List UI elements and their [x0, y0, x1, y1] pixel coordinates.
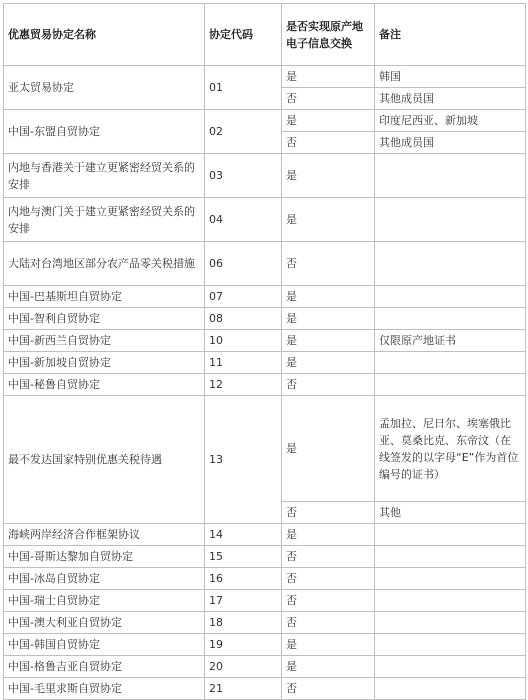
agreement-code: 13	[205, 396, 282, 524]
remark	[375, 198, 526, 242]
table-row	[4, 568, 526, 590]
agreement-name: 中国-秘鲁自贸协定	[4, 374, 205, 396]
table-row	[4, 612, 526, 634]
table-row	[4, 110, 526, 132]
agreement-code: 10	[205, 330, 282, 352]
remark	[375, 352, 526, 374]
table-row	[4, 590, 526, 612]
remark: 其他	[375, 502, 526, 524]
table-row	[4, 546, 526, 568]
table-row	[4, 242, 526, 286]
table-row	[4, 330, 526, 352]
agreement-name: 中国-格鲁吉亚自贸协定	[4, 656, 205, 678]
electronic-exchange: 是	[282, 396, 375, 502]
electronic-exchange: 否	[282, 502, 375, 524]
agreement-code: 21	[205, 678, 282, 700]
electronic-exchange: 是	[282, 308, 375, 330]
agreement-name: 中国-东盟自贸协定	[4, 110, 205, 154]
agreement-name: 中国-瑞士自贸协定	[4, 590, 205, 612]
agreement-name: 中国-新西兰自贸协定	[4, 330, 205, 352]
electronic-exchange: 是	[282, 634, 375, 656]
remark	[375, 242, 526, 286]
remark	[375, 524, 526, 546]
agreement-code: 11	[205, 352, 282, 374]
remark	[375, 308, 526, 330]
agreement-code: 12	[205, 374, 282, 396]
table-body	[4, 66, 526, 700]
table-row	[4, 634, 526, 656]
agreement-name: 中国-毛里求斯自贸协定	[4, 678, 205, 700]
electronic-exchange: 否	[282, 568, 375, 590]
remark	[375, 154, 526, 198]
agreement-code: 06	[205, 242, 282, 286]
electronic-exchange: 否	[282, 590, 375, 612]
agreement-code: 04	[205, 198, 282, 242]
electronic-exchange: 否	[282, 612, 375, 634]
header-agreement-name: 优惠贸易协定名称	[4, 4, 205, 66]
table-row	[4, 352, 526, 374]
electronic-exchange: 是	[282, 524, 375, 546]
table-row	[4, 396, 526, 502]
agreement-name: 大陆对台湾地区部分农产品零关税措施	[4, 242, 205, 286]
agreement-name: 最不发达国家特别优惠关税待遇	[4, 396, 205, 524]
agreement-name: 海峡两岸经济合作框架协议	[4, 524, 205, 546]
electronic-exchange: 是	[282, 110, 375, 132]
remark	[375, 590, 526, 612]
table-row	[4, 198, 526, 242]
agreement-code: 16	[205, 568, 282, 590]
agreement-code: 02	[205, 110, 282, 154]
electronic-exchange: 是	[282, 330, 375, 352]
remark	[375, 286, 526, 308]
table-row	[4, 524, 526, 546]
agreement-name: 中国-澳大利亚自贸协定	[4, 612, 205, 634]
electronic-exchange: 否	[282, 88, 375, 110]
electronic-exchange: 否	[282, 374, 375, 396]
agreement-code: 18	[205, 612, 282, 634]
agreement-code: 17	[205, 590, 282, 612]
agreement-name: 内地与澳门关于建立更紧密经贸关系的安排	[4, 198, 205, 242]
agreement-name: 内地与香港关于建立更紧密经贸关系的安排	[4, 154, 205, 198]
remark	[375, 678, 526, 700]
remark	[375, 568, 526, 590]
agreement-code: 14	[205, 524, 282, 546]
remark: 韩国	[375, 66, 526, 88]
header-remark: 备注	[375, 4, 526, 66]
remark: 孟加拉、尼日尔、埃塞俄比亚、莫桑比克、东帝汶（在线签发的以字母“E”作为首位编号的证书）	[375, 396, 526, 502]
remark: 其他成员国	[375, 88, 526, 110]
agreement-name: 中国-哥斯达黎加自贸协定	[4, 546, 205, 568]
agreement-code: 08	[205, 308, 282, 330]
agreement-name: 中国-冰岛自贸协定	[4, 568, 205, 590]
electronic-exchange: 否	[282, 678, 375, 700]
trade-agreements-table	[3, 3, 526, 700]
electronic-exchange: 是	[282, 66, 375, 88]
table-row	[4, 656, 526, 678]
table-row	[4, 308, 526, 330]
agreement-code: 01	[205, 66, 282, 110]
agreement-code: 03	[205, 154, 282, 198]
agreement-name: 中国-新加坡自贸协定	[4, 352, 205, 374]
agreement-code: 19	[205, 634, 282, 656]
remark: 印度尼西亚、新加坡	[375, 110, 526, 132]
electronic-exchange: 否	[282, 242, 375, 286]
agreement-code: 15	[205, 546, 282, 568]
table-header-row	[4, 4, 526, 66]
remark	[375, 656, 526, 678]
agreement-name: 亚太贸易协定	[4, 66, 205, 110]
table-row	[4, 678, 526, 700]
remark: 其他成员国	[375, 132, 526, 154]
remark	[375, 374, 526, 396]
table-row	[4, 286, 526, 308]
electronic-exchange: 否	[282, 132, 375, 154]
remark	[375, 612, 526, 634]
table-row	[4, 374, 526, 396]
table-row	[4, 66, 526, 88]
header-electronic-exchange: 是否实现原产地电子信息交换	[282, 4, 375, 66]
agreement-code: 20	[205, 656, 282, 678]
table-row	[4, 154, 526, 198]
remark	[375, 546, 526, 568]
agreement-name: 中国-智利自贸协定	[4, 308, 205, 330]
agreement-name: 中国-巴基斯坦自贸协定	[4, 286, 205, 308]
agreement-code: 07	[205, 286, 282, 308]
electronic-exchange: 是	[282, 154, 375, 198]
remark	[375, 634, 526, 656]
electronic-exchange: 是	[282, 286, 375, 308]
electronic-exchange: 否	[282, 546, 375, 568]
electronic-exchange: 是	[282, 656, 375, 678]
remark: 仅限原产地证书	[375, 330, 526, 352]
agreement-name: 中国-韩国自贸协定	[4, 634, 205, 656]
electronic-exchange: 是	[282, 198, 375, 242]
header-agreement-code: 协定代码	[205, 4, 282, 66]
electronic-exchange: 是	[282, 352, 375, 374]
